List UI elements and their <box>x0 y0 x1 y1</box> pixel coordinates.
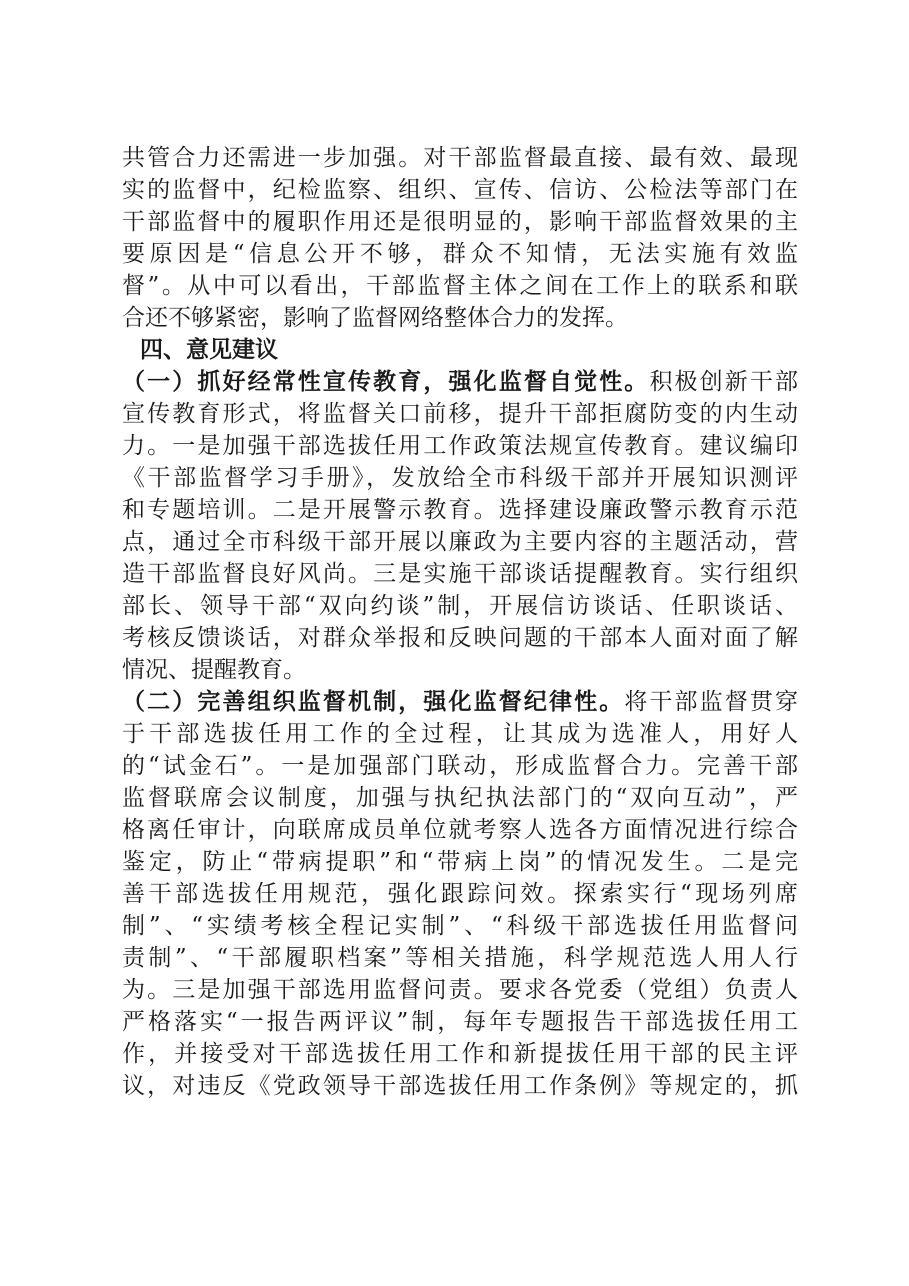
text-run: 将干部监督贯穿 <box>624 689 798 715</box>
text-line: 鉴定，防止“带病提职”和“带病上岗”的情况发生。二是完 <box>122 849 798 875</box>
text-line: 于干部选拔任用工作的全过程，让其成为选准人，用好人 <box>122 721 798 747</box>
text-line <box>122 686 798 718</box>
paragraph-lead: （一）抓好经常性宣传教育，强化监督自觉性。 <box>122 369 650 395</box>
text-line: 和专题培训。二是开展警示教育。选择建设廉政警示教育示范 <box>122 497 798 523</box>
text-line: 《干部监督学习手册》，发放给全市科级干部并开展知识测评 <box>122 465 798 491</box>
text-line: 情况、提醒教育。 <box>122 657 306 683</box>
paragraph-supervision-mechanism <box>122 686 798 1102</box>
text-line: 宣传教育形式，将监督关口前移，提升干部拒腐防变的内生动 <box>122 401 798 427</box>
text-line: 为。三是加强干部选用监督问责。要求各党委（党组）负责人 <box>122 977 798 1003</box>
text-line: 制”、“实绩考核全程记实制”、“科级干部选拔任用监督问 <box>122 913 798 939</box>
section-heading: 四、意见建议 <box>140 337 278 363</box>
text-line <box>122 366 798 398</box>
text-line: 作，并接受对干部选拔任用工作和新提拔任用干部的民主评 <box>122 1041 798 1067</box>
text-line: 点，通过全市科级干部开展以廉政为主要内容的主题活动，营 <box>122 529 798 555</box>
document-body <box>122 142 798 1102</box>
text-line: 督”。从中可以看出，干部监督主体之间在工作上的联系和联 <box>122 273 798 299</box>
text-line: 考核反馈谈话，对群众举报和反映问题的干部本人面对面了解 <box>122 625 798 651</box>
text-line: 造干部监督良好风尚。三是实施干部谈话提醒教育。实行组织 <box>122 561 798 587</box>
paragraph-publicity-education <box>122 366 798 686</box>
text-line: 善干部选拔任用规范，强化跟踪问效。探索实行“现场列席 <box>122 881 798 907</box>
text-line: 责制”、“干部履职档案”等相关措施，科学规范选人用人行 <box>122 945 798 971</box>
text-line: 监督联席会议制度，加强与执纪执法部门的“双向互动”，严 <box>122 785 798 811</box>
text-line: 格离任审计，向联席成员单位就考察人选各方面情况进行综合 <box>122 817 798 843</box>
text-line: 的“试金石”。一是加强部门联动，形成监督合力。完善干部 <box>122 753 798 779</box>
paragraph-lead: （二）完善组织监督机制，强化监督纪律性。 <box>122 689 625 715</box>
text-line: 共管合力还需进一步加强。对干部监督最直接、最有效、最现 <box>122 145 798 171</box>
text-line: 议，对违反《党政领导干部选拔任用工作条例》等规定的，抓 <box>122 1073 798 1099</box>
text-line: 合还不够紧密，影响了监督网络整体合力的发挥。 <box>122 305 628 331</box>
text-line: 力。一是加强干部选拔任用工作政策法规宣传教育。建议编印 <box>122 433 798 459</box>
paragraph-continuation <box>122 142 798 334</box>
text-line: 部长、领导干部“双向约谈”制，开展信访谈话、任职谈话、 <box>122 593 798 619</box>
text-line: 实的监督中，纪检监察、组织、宣传、信访、公检法等部门在 <box>122 177 798 203</box>
text-run: 积极创新干部 <box>649 369 798 395</box>
text-line: 要原因是“信息公开不够，群众不知情，无法实施有效监 <box>122 241 798 267</box>
text-line: 严格落实“一报告两评议”制，每年专题报告干部选拔任用工 <box>122 1009 798 1035</box>
text-line: 干部监督中的履职作用还是很明显的，影响干部监督效果的主 <box>122 209 798 235</box>
